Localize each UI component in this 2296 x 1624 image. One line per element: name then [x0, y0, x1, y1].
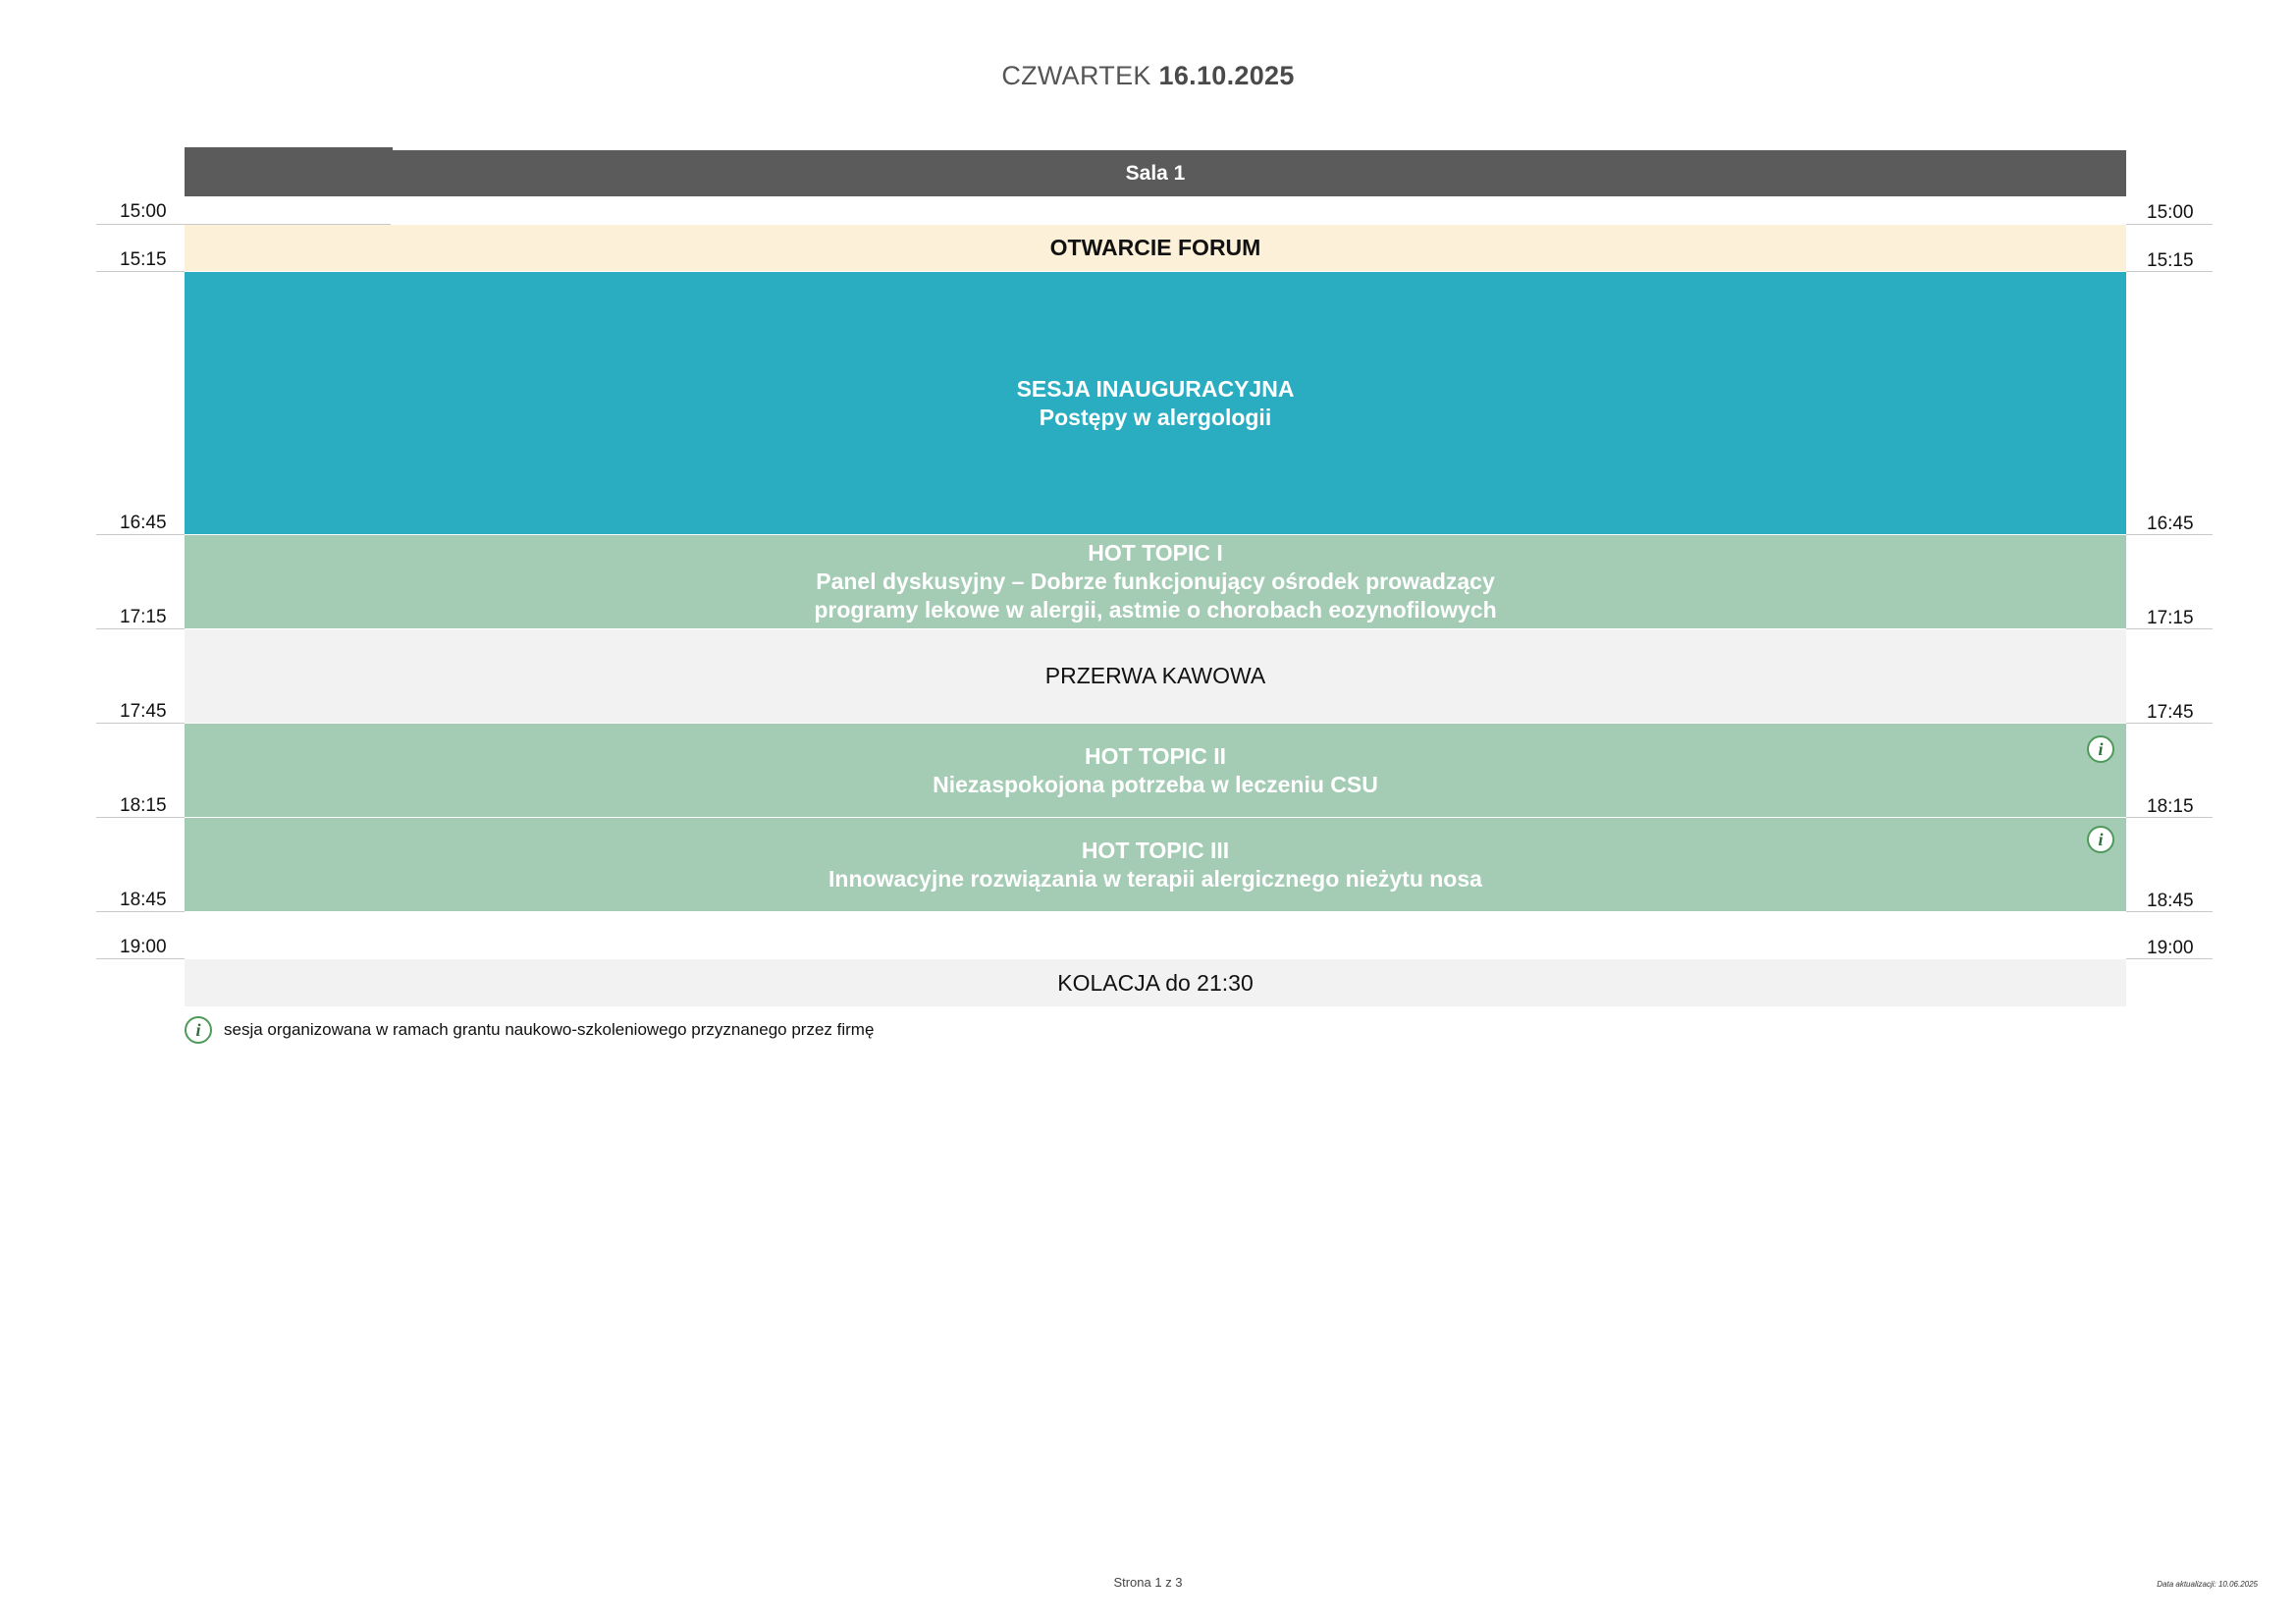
date-label: 16.10.2025 [1158, 61, 1295, 90]
timeline-1815-right [2126, 817, 2213, 818]
time-label-1900-right: 19:00 [2147, 938, 2194, 958]
session-hot1-subtitle-line2: programy lekowe w alergii, astmie o chorobach eozynofilowych [814, 597, 1497, 623]
legend-text: sesja organizowana w ramach grantu naukowo-szkoleniowego przyznanego przez firmę [224, 1020, 875, 1039]
room-header-shade [185, 147, 393, 196]
timeline-1715-left [96, 628, 185, 629]
time-label-1500-left: 15:00 [120, 201, 167, 222]
session-hot2-title: HOT TOPIC II [1085, 742, 1226, 769]
time-label-1500-right: 15:00 [2147, 202, 2194, 223]
room-header [185, 150, 2126, 196]
timeline-1845-left [96, 911, 185, 912]
session-coffee-break [185, 629, 2126, 723]
session-hot-topic-3[interactable] [185, 818, 2126, 911]
timeline-1845-right [2126, 911, 2213, 912]
timeline-1900-right [2126, 958, 2213, 959]
time-label-1645-left: 16:45 [120, 513, 167, 533]
time-label-1715-right: 17:15 [2147, 608, 2194, 628]
time-label-1515-right: 15:15 [2147, 250, 2194, 271]
timeline-1500-right [2126, 224, 2213, 225]
time-label-1900-left: 19:00 [120, 937, 167, 957]
session-opening-forum[interactable] [185, 225, 2126, 271]
time-label-1845-right: 18:45 [2147, 891, 2194, 911]
timeline-1515-right [2126, 271, 2213, 272]
session-hot1-subtitle-line1: Panel dyskusyjny – Dobrze funkcjonujący ośrodek prowadzący [816, 568, 1495, 594]
time-label-1845-left: 18:45 [120, 890, 167, 910]
session-hot-topic-2[interactable] [185, 724, 2126, 817]
dinner-label: KOLACJA do 21:30 [1057, 969, 1254, 996]
timeline-1745-right [2126, 723, 2213, 724]
session-hot2-subtitle: Niezaspokojona potrzeba w leczeniu CSU [933, 771, 1378, 797]
session-opening-title: OTWARCIE FORUM [1049, 235, 1261, 260]
timeline-1645-right [2126, 534, 2213, 535]
time-label-1745-right: 17:45 [2147, 702, 2194, 723]
day-label: CZWARTEK [1001, 61, 1151, 90]
info-icon[interactable]: i [2087, 826, 2114, 853]
info-icon[interactable]: i [2087, 735, 2114, 763]
update-date: Data aktualizacji: 10.06.2025 [2157, 1580, 2258, 1589]
session-dinner [185, 959, 2126, 1006]
time-label-1645-right: 16:45 [2147, 514, 2194, 534]
time-label-1815-right: 18:15 [2147, 796, 2194, 817]
page-title [0, 61, 2296, 91]
room-name: Sala 1 [1125, 161, 1186, 185]
session-inaugural-subtitle: Postępy w alergologii [1039, 404, 1272, 430]
session-hot3-title: HOT TOPIC III [1081, 837, 1230, 863]
session-hot-topic-1[interactable] [185, 535, 2126, 628]
time-label-1515-left: 15:15 [120, 249, 167, 270]
page-number: Strona 1 z 3 [1113, 1575, 1183, 1590]
time-label-1715-left: 17:15 [120, 607, 167, 627]
timeline-1715-right [2126, 628, 2213, 629]
session-hot3-subtitle: Innowacyjne rozwiązania w terapii alergicznego nieżytu nosa [828, 865, 1482, 892]
time-label-1745-left: 17:45 [120, 701, 167, 722]
session-hot1-title: HOT TOPIC I [1088, 540, 1223, 566]
timeline-1815-left [96, 817, 185, 818]
session-inaugural-title: SESJA INAUGURACYJNA [1016, 375, 1295, 402]
timeline-1645-left [96, 534, 185, 535]
session-inaugural[interactable] [185, 272, 2126, 534]
coffee-break-label: PRZERWA KAWOWA [1044, 663, 1266, 688]
legend-info-icon: i [185, 1016, 212, 1044]
timeline-1515-left [96, 271, 185, 272]
timeline-1900-left [96, 958, 185, 959]
time-label-1815-left: 18:15 [120, 795, 167, 816]
timeline-1745-left [96, 723, 185, 724]
